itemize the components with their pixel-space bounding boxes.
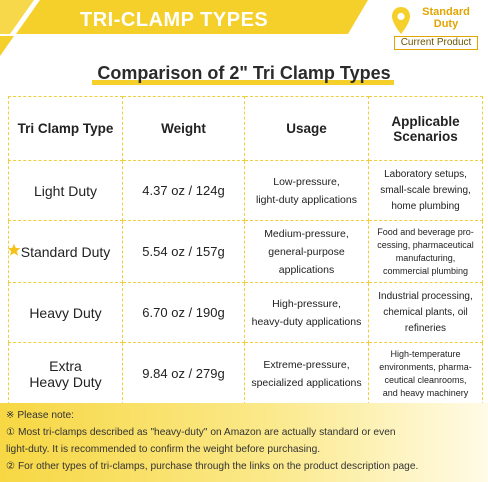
scenario-line: commercial plumbing [382,265,469,276]
usage-line: light-duty applications [256,193,357,206]
table-header-row [9,97,483,161]
cell-type [9,343,123,405]
usage-line: High-pressure, [272,297,341,310]
legend-current-product [390,4,480,48]
cell-weight: 5.54 oz / 157g [123,221,245,283]
header-weight: Weight [123,97,245,161]
banner-title: TRI-CLAMP TYPES [80,9,269,31]
type-line: Heavy Duty [29,373,102,390]
note-heading: ※ Please note: [6,410,75,421]
note-line: ② For other types of tri-clamps, purchase through the links on the product description page. [6,461,419,472]
header-usage: Usage [245,97,369,161]
header-scenarios-line2: Scenarios [393,128,458,144]
scenario-line: High-temperature [390,348,461,359]
scenario-line: and heavy machinery [382,387,469,398]
cell-scenarios [369,283,483,343]
scenario-line: environments, pharma- [379,361,472,372]
table-row [9,343,483,405]
scenario-line: chemical plants, oil [383,306,468,318]
legend-label-line1: Standard [422,6,470,18]
type-line: Standard Duty [20,243,111,260]
usage-line: general-purpose [268,245,345,258]
usage-line: Extreme-pressure, [263,358,350,371]
scenario-line: refineries [404,322,447,334]
scenario-line: Laboratory setups, [384,168,467,180]
cell-type [9,161,123,221]
cell-weight: 9.84 oz / 279g [123,343,245,405]
cell-usage [245,343,369,405]
scenario-line: Industrial processing, [378,290,473,302]
usage-line: Low-pressure, [273,175,340,188]
notes [6,407,484,475]
cell-usage [245,161,369,221]
table-row [9,283,483,343]
cell-weight: 6.70 oz / 190g [123,283,245,343]
page-title: Comparison of 2" Tri Clamp Types [97,63,391,83]
cell-usage [245,283,369,343]
header-type: Tri Clamp Type [9,97,123,161]
usage-line: specialized applications [251,376,362,389]
cell-usage [245,221,369,283]
table-row [9,161,483,221]
note-line: light-duty. It is recommended to confirm the weight before purchasing. [6,444,321,455]
table-row-current [9,221,483,283]
legend-label-line2: Duty [433,18,459,30]
usage-line: Medium-pressure, [264,227,349,240]
cell-scenarios [369,161,483,221]
location-pin-icon [390,6,412,36]
type-line: Extra [49,357,82,374]
legend-current-text: Current Product [394,36,478,50]
scenario-line: small-scale brewing, [380,184,471,196]
header-scenarios-line1: Applicable [391,113,460,129]
scenario-line: home plumbing [391,200,460,212]
type-line: Light Duty [33,182,98,199]
scenario-line: manufacturing, [395,252,456,263]
scenario-line: Food and beverage pro- [377,226,474,237]
usage-line: heavy-duty applications [251,315,362,328]
legend-label [414,6,478,30]
scenario-line: cessing, pharmaceutical [377,239,474,250]
comparison-table [8,96,483,405]
type-line: Heavy Duty [29,304,102,321]
cell-scenarios [369,221,483,283]
cell-type [9,221,123,283]
scenario-line: ceutical cleanrooms, [384,374,467,385]
note-line: ① Most tri-clamps described as "heavy-duty" on Amazon are actually standard or even [6,427,396,438]
star-icon [7,243,21,257]
cell-scenarios [369,343,483,405]
cell-type [9,283,123,343]
header-scenarios [369,97,483,161]
usage-line: applications [278,263,335,276]
cell-weight: 4.37 oz / 124g [123,161,245,221]
